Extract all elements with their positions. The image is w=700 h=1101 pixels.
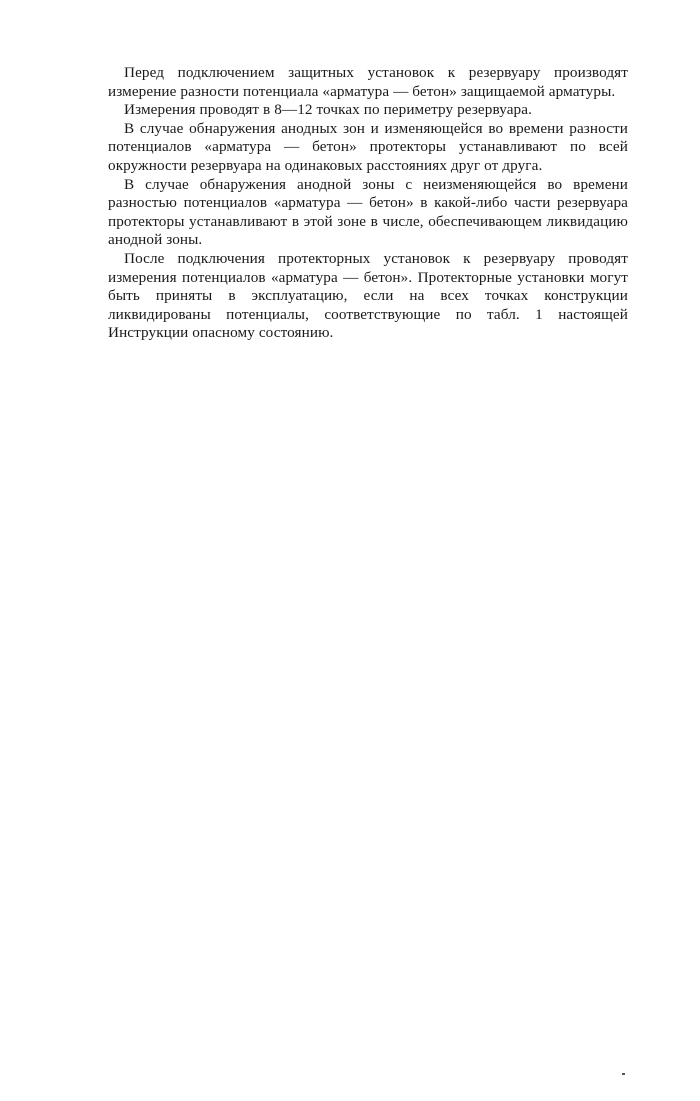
- body-text: [108, 64, 628, 343]
- paragraph-5: После подключения протекторных установок к резервуару проводят измерения потенциалов «арматура — бетон». Протекторные установки могут быть приняты в эксплуатацию, если на всех точках конструкции ликвидированы потенциалы, соответствующие по табл. 1 настоящей Инструкции опасному состоянию.: [108, 249, 628, 342]
- paragraph-3: В случае обнаружения анодных зон и изменяющейся во времени разности потенциалов «арматура — бетон» протекторы устанавливают по всей окружности резервуара на одинаковых расстояниях друг от друга.: [108, 119, 628, 174]
- paragraph-4: В случае обнаружения анодной зоны с неизменяющейся во времени разностью потенциалов «арматура — бетон» в какой-либо части резервуара протекторы устанавливают в этой зоне в числе, обеспечивающем ликвидацию анодной зоны.: [108, 175, 628, 249]
- paragraph-2: Измерения проводят в 8—12 точках по периметру резервуара.: [124, 101, 532, 119]
- scan-speck: [622, 1073, 625, 1075]
- paragraph-1: Перед подключением защитных установок к резервуару производят измерение разности потенциала «арматура — бетон» защищаемой арматуры.: [108, 64, 628, 100]
